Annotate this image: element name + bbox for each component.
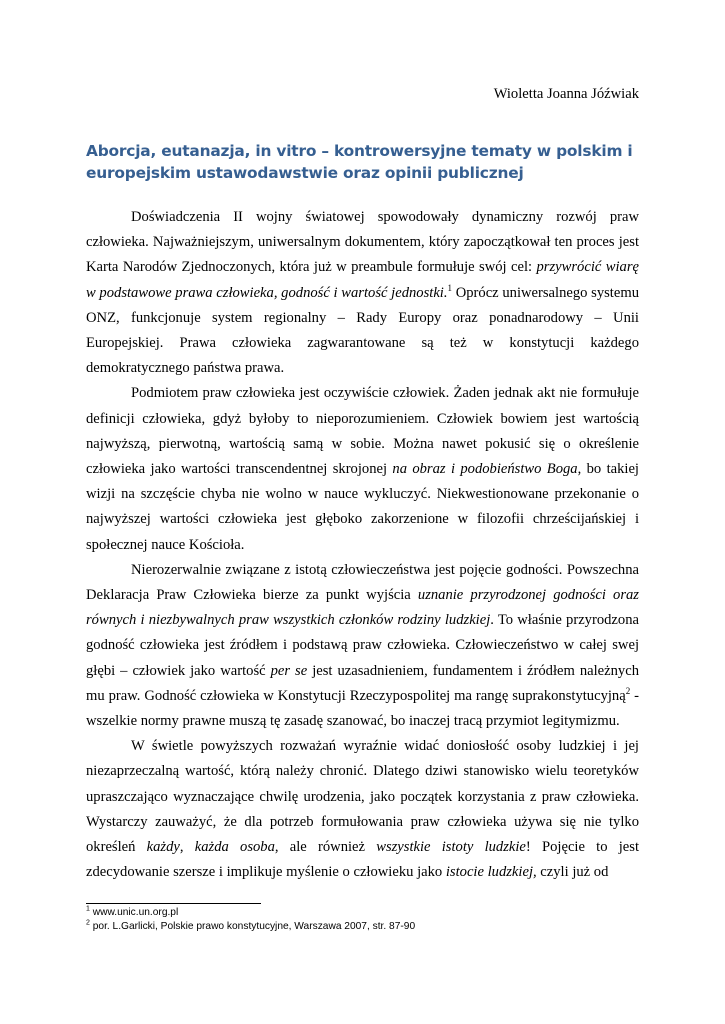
footnote-1-text: www.unic.un.org.pl (89, 907, 179, 918)
paragraph-4-em-4: istocie ludzkiej, (445, 864, 537, 881)
footnote-ref-1[interactable]: 1 (447, 282, 453, 293)
paragraph-3-quote: uznanie przyrodzonej godności oraz równych i niezbywalnych praw wszystkich członków rodziny ludzkiej (86, 587, 639, 629)
paragraph-4-em-1: każdy (146, 839, 180, 856)
footnote-1 (86, 906, 639, 920)
paragraph-3-text-d: - wszelkie normy prawne muszą tę zasadę szanować, bo inaczej tracą przymiot legitymizmu. (86, 687, 639, 730)
paragraph-4-text-b: , (179, 839, 195, 856)
paragraph-3-text-a: Nierozerwalnie związane z istotą człowieczeństwa jest pojęcie godności. Powszechna Deklaracja Praw Człowieka bierze za punkt wyjścia (86, 561, 639, 604)
author-name: Wioletta Joanna Jóźwiak (493, 86, 639, 102)
paragraph-2-text-a: Podmiotem praw człowieka jest oczywiście człowiek. Żaden jednak akt nie formułuje definicji człowieka, gdyż byłoby to nieporozumieniem. Człowiek bowiem jest wartością najwyższą, pierwotną, wartością samą w sobie. Można nawet pokusić się o określenie człowieka jako wartości transcendentnej skrojonej (86, 385, 639, 478)
footnote-2-text: por. L.Garlicki, Polskie prawo konstytucyjne, Warszawa 2007, str. 87-90 (89, 921, 416, 932)
footnote-ref-2[interactable]: 2 (625, 686, 631, 696)
paragraph-4-text-d: ! Pojęcie to jest zdecydowanie szersze i implikuje myślenie o człowieku jako (86, 839, 639, 881)
paragraph-4-em-2: każda osoba (194, 839, 275, 856)
paragraph-4-text-e: czyli już od (536, 864, 609, 881)
paragraph-2-text-b: , bo takiej wizji na szczęście chyba nie wolno w nauce wykluczyć. Niekwestionowane przekonanie o najwyższej wartości człowieka jest głęboko zakorzenione w filozofii chrześcijańskiej i społecznej nauce Kościoła. (86, 461, 639, 553)
page-title: Aborcja, eutanazja, in vitro – kontrowersyjne tematy w polskim i europejskim ustawodawstwie oraz opinii publicznej (86, 142, 633, 182)
footnote-1-number: 1 (86, 905, 90, 913)
footnote-2-number: 2 (86, 919, 90, 927)
paragraph-1-text-b: Oprócz uniwersalnego systemu ONZ, funkcjonuje system regionalny – Rady Europy oraz ponadnarodowy – Unii Europejskiej. Prawa człowieka zagwarantowane są też w konstytucji każdego demokratycznego państwa prawa. (86, 284, 639, 377)
paragraph-2 (86, 381, 639, 557)
paragraph-3-text-c: jest uzasadnieniem, fundamentem i źródłem należnych mu praw. Godność człowieka w Konstytucji Rzeczypospolitej ma rangę suprakonstytucyjną (86, 662, 640, 704)
paragraph-4-text-c: , ale również (274, 839, 377, 856)
paragraph-1-quote: przywrócić wiarę w podstawowe prawa człowieka, godność i wartość jednostki. (86, 259, 639, 301)
footnote-2 (86, 920, 639, 934)
paragraph-3 (86, 558, 639, 734)
document-body (86, 205, 639, 885)
paragraph-4-em-3: wszystkie istoty ludzkie (376, 839, 526, 856)
paragraph-4 (86, 734, 639, 885)
footnote-separator (86, 903, 261, 904)
footnotes (86, 906, 639, 934)
paragraph-2-quote: na obraz i podobieństwo Boga (392, 461, 578, 478)
paragraph-3-text-b: . To właśnie przyrodzona godność człowieka jest źródłem i podstawą praw człowieka. Człowieczeństwo w całej swej głębi – człowiek jako wartość (86, 612, 639, 679)
paragraph-1 (86, 205, 639, 381)
paragraph-3-latin: per se (270, 662, 308, 679)
paragraph-1-text-a: Doświadczenia II wojny światowej spowodowały dynamiczny rozwój praw człowieka. Najważniejszym, uniwersalnym dokumentem, który zapoczątkował ten proces jest Karta Narodów Zjednoczonych, która już w preambule formułuje swój cel: (86, 209, 639, 276)
paragraph-4-text-a: W świetle powyższych rozważań wyraźnie widać doniosłość osoby ludzkiej i jej niezaprzeczalną wartość, którą należy chronić. Dlatego dziwi stanowisko wielu teoretyków upraszczająco wyznaczające chwilę urodzenia, jako początek korzystania z praw człowieka. Wystarczy zauważyć, że dla potrzeb formułowania praw człowieka używa się nie tylko określeń (86, 738, 639, 856)
